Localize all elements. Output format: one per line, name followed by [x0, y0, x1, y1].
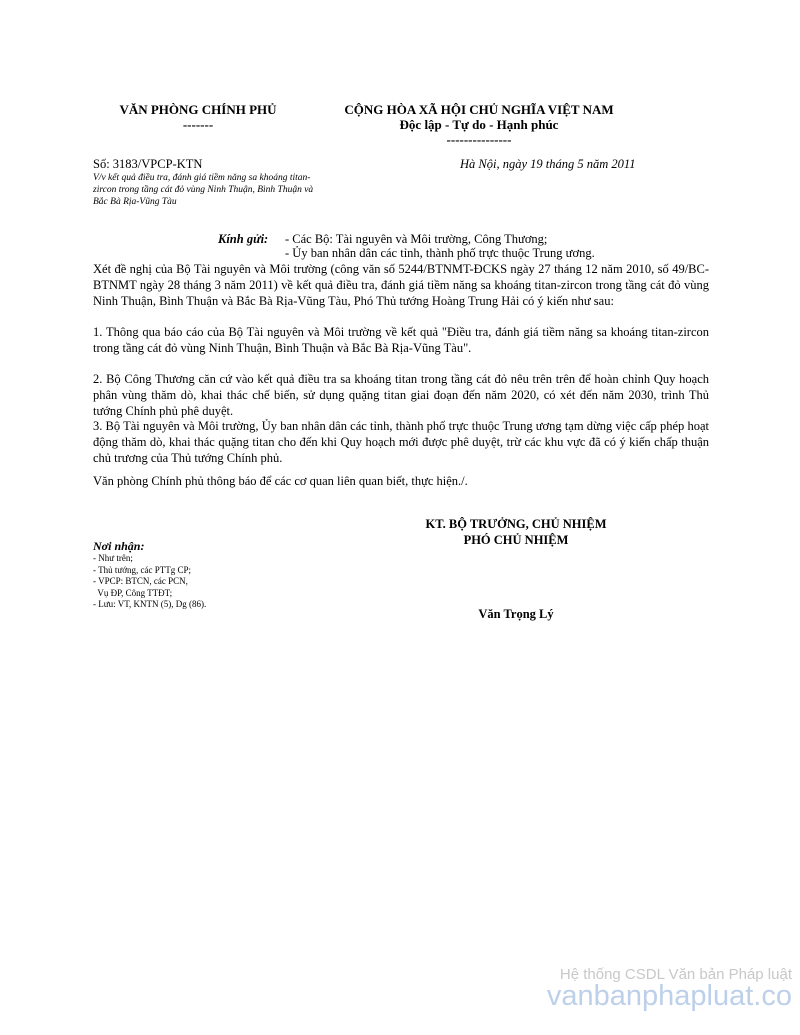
issuing-agency: VĂN PHÒNG CHÍNH PHỦ: [119, 102, 277, 117]
body-paragraph-3: 3. Bộ Tài nguyên và Môi trường, Ủy ban nhân dân các tỉnh, thành phố trực thuộc Trung ương tạm dừng việc cấp phép hoạt động thăm dò, khai thác quặng titan cho đến khi Quy hoạch mới được phê duyệt, trừ các khu vực đã có ý kiến chấp thuận chủ trương của Thủ tướng Chính phủ.: [93, 419, 709, 465]
recipients-list-item: Vụ ĐP, Công TTĐT;: [93, 587, 173, 598]
document-subject: V/v kết quả điều tra, đánh giá tiềm năng sa khoáng titan-zircon trong tầng cát đỏ vùng Ninh Thuận, Bình Thuận và Bắc Bà Rịa-Vũng Tàu: [93, 173, 314, 207]
signature-title-2: PHÓ CHỦ NHIỆM: [463, 533, 569, 547]
recipients-label: Kính gửi:: [218, 232, 269, 246]
issuing-agency-block: [98, 102, 298, 132]
nation-title: CỘNG HÒA XÃ HỘI CHỦ NGHĨA VIỆT NAM: [344, 102, 614, 117]
national-motto: Độc lập - Tự do - Hạnh phúc: [399, 117, 559, 132]
signer-name: Văn Trọng Lý: [478, 607, 554, 621]
signature-block: [405, 516, 627, 548]
recipients-list: [93, 553, 206, 611]
watermark-system-text: Hệ thống CSDL Văn bản Pháp luật: [559, 966, 792, 983]
recipients-list-item: - VPCP: BTCN, các PCN,: [93, 576, 188, 586]
body-paragraph-intro: Xét đề nghị của Bộ Tài nguyên và Môi trường (công văn số 5244/BTNMT-ĐCKS ngày 27 tháng 12 năm 2010, số 49/BC-BTNMT ngày 28 tháng 3 năm 2011) về kết quả điều tra, đánh giá tiềm năng sa khoáng titan-zircon trong tầng cát đỏ vùng Ninh Thuận, Bình Thuận và Bắc Bà Rịa-Vũng Tàu, Phó Thủ tướng Hoàng Trung Hải có ý kiến như sau:: [93, 262, 709, 308]
recipients-list-title: Nơi nhận:: [93, 539, 145, 553]
body-paragraph-2: 2. Bộ Công Thương căn cứ vào kết quả điều tra sa khoáng titan trong tầng cát đỏ nêu trên trên để hoàn chỉnh Quy hoạch phân vùng thăm dò, khai thác chế biến, sử dụng quặng titan giai đoạn đến năm 2020, có xét đến năm 2030, trình Thủ tướng Chính phủ phê duyệt.: [93, 372, 709, 418]
recipients-list-item: - Thủ tướng, các PTTg CP;: [93, 564, 191, 575]
recipients-list-item: - Lưu: VT, KNTN (5), Dg (86).: [93, 599, 207, 609]
signature-title-1: KT. BỘ TRƯỞNG, CHỦ NHIỆM: [425, 517, 607, 531]
recipients-list-item: - Như trên;: [93, 553, 133, 563]
motto-separator: ---------------: [446, 132, 512, 147]
national-title-block: [318, 102, 640, 147]
document-number: Số: 3183/VPCP-KTN: [93, 157, 203, 171]
body-paragraph-1: 1. Thông qua báo cáo của Bộ Tài nguyên và Môi trường về kết quả "Điều tra, đánh giá tiềm năng sa khoáng titan-zircon trong tầng cát đỏ vùng Ninh Thuận, Bình Thuận và Bắc Bà Rịa-Vũng Tàu".: [93, 325, 709, 355]
recipient-line-1: - Các Bộ: Tài nguyên và Môi trường, Công Thương;: [285, 232, 548, 246]
watermark-site-text: vanbanphapluat.co: [546, 980, 792, 1012]
place-date: Hà Nội, ngày 19 tháng 5 năm 2011: [460, 157, 636, 171]
agency-separator: -------: [182, 117, 214, 132]
body-paragraph-closing: Văn phòng Chính phủ thông báo để các cơ quan liên quan biết, thực hiện./.: [93, 474, 468, 488]
recipient-line-2: - Ủy ban nhân dân các tỉnh, thành phố trực thuộc Trung ương.: [285, 246, 595, 260]
